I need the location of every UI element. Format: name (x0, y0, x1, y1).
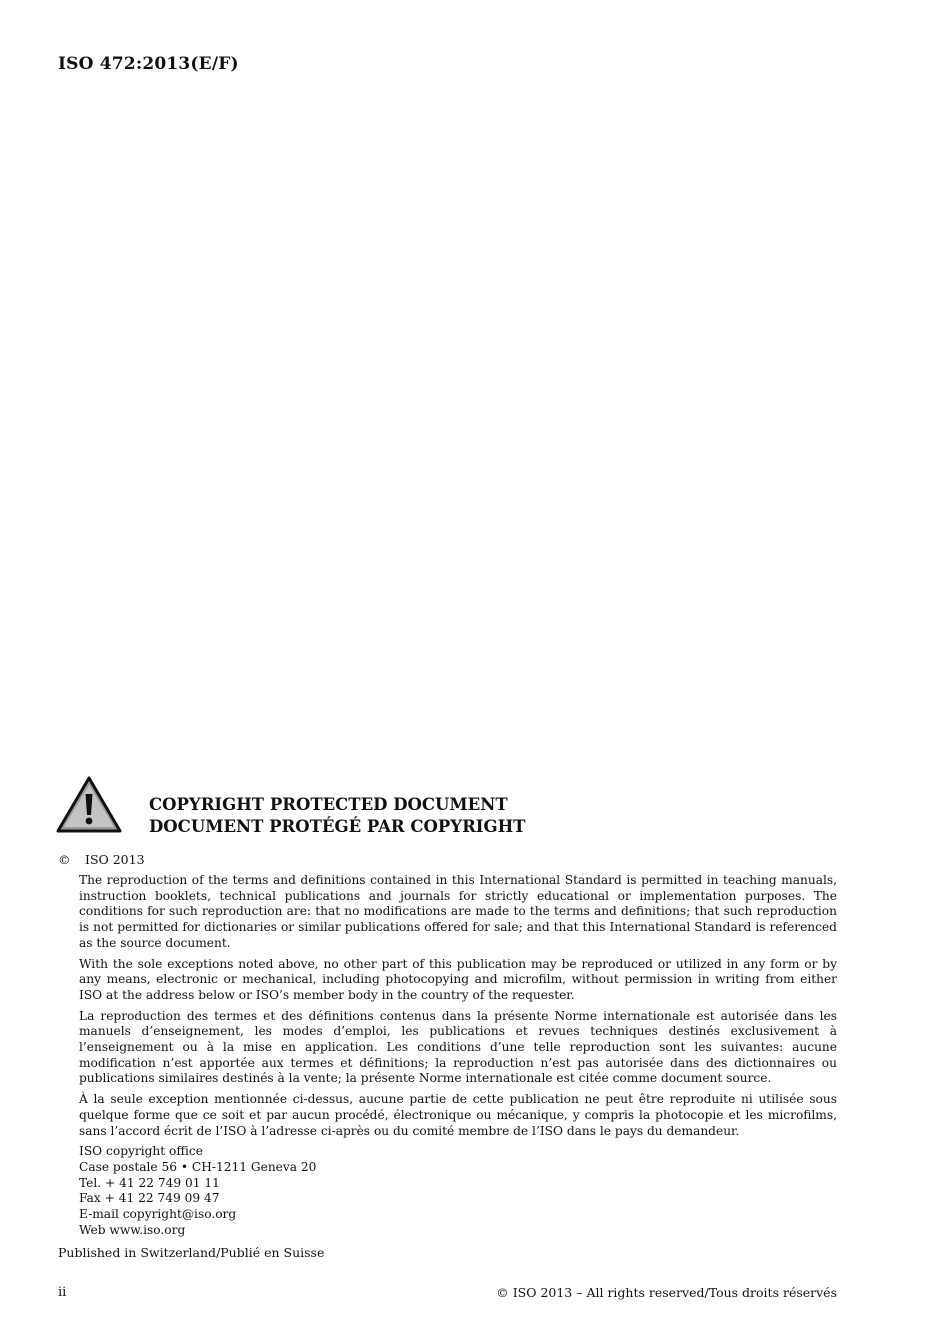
published-location: Published in Switzerland/Publié en Suisse (58, 1245, 325, 1260)
address-phone: Tel. + 41 22 749 01 11 (79, 1175, 220, 1190)
address-line: ISO copyright office (79, 1144, 203, 1159)
copyright-line (58, 852, 145, 868)
paragraph-exceptions-en: With the sole exceptions noted above, no other part of this publication may be reproduced or utilized in any form or by any means, electronic or mechanical, including photocopying and microfilm, without permission in writing from either ISO at the address below or ISO’s member body in the country of the requester. (79, 956, 837, 1002)
address-fax: Fax + 41 22 749 09 47 (79, 1191, 220, 1206)
paragraph-reproduction-en: The reproduction of the terms and definitions contained in this International Standard is permitted in teaching manuals, instruction booklets, technical publications and journals for strictly educational or implementation purposes. The conditions for such reproduction are: that no modifications are made to the terms and definitions; that such reproduction is not permitted for dictionaries or similar publications offered for sale; and that this International Standard is referenced as the source document. (79, 873, 837, 950)
paragraph-reproduction-fr: La reproduction des termes et des définitions contenus dans la présente Norme internationale est autorisée dans les manuels d’enseignement, les modes d’emploi, les publications et revues techniques destinés exclusivement à l’enseignement ou à la mise en application. Les conditions d’une telle reproduction sont les suivantes: aucune modification n’est apportée aux termes et définitions; la reproduction n’est pas autorisée dans des dictionnaires ou publications similaires destinés à la vente; la présente Norme internationale est citée comme document source. (79, 1008, 837, 1086)
document-id: ISO 472:2013(E/F) (58, 54, 239, 74)
copyright-notice-title (149, 794, 525, 837)
page-number: ii (58, 1285, 67, 1300)
title-french: DOCUMENT PROTÉGÉ PAR COPYRIGHT (149, 816, 526, 836)
copyright-body (79, 873, 837, 1238)
footer-rights: © ISO 2013 – All rights reserved/Tous droits réservés (496, 1285, 837, 1300)
paragraph-exceptions-fr: À la seule exception mentionnée ci-dessus, aucune partie de cette publication ne peut être reproduite ni utilisée sous quelque forme que ce soit et par aucun procédé, électronique ou mécanique, y compris la photocopie et les microfilms, sans l’accord écrit de l’ISO à l’adresse ci-après ou du comité membre de l’ISO dans le pays du demandeur. (79, 1092, 837, 1138)
copyright-office-address (79, 1144, 837, 1238)
address-email: E-mail copyright@iso.org (79, 1207, 237, 1222)
address-web: Web www.iso.org (79, 1222, 186, 1237)
title-english: COPYRIGHT PROTECTED DOCUMENT (149, 795, 508, 814)
copyright-symbol: © (58, 852, 71, 867)
address-line: Case postale 56 • CH-1211 Geneva 20 (79, 1159, 317, 1174)
warning-icon (56, 776, 122, 834)
copyright-year: ISO 2013 (85, 852, 145, 867)
